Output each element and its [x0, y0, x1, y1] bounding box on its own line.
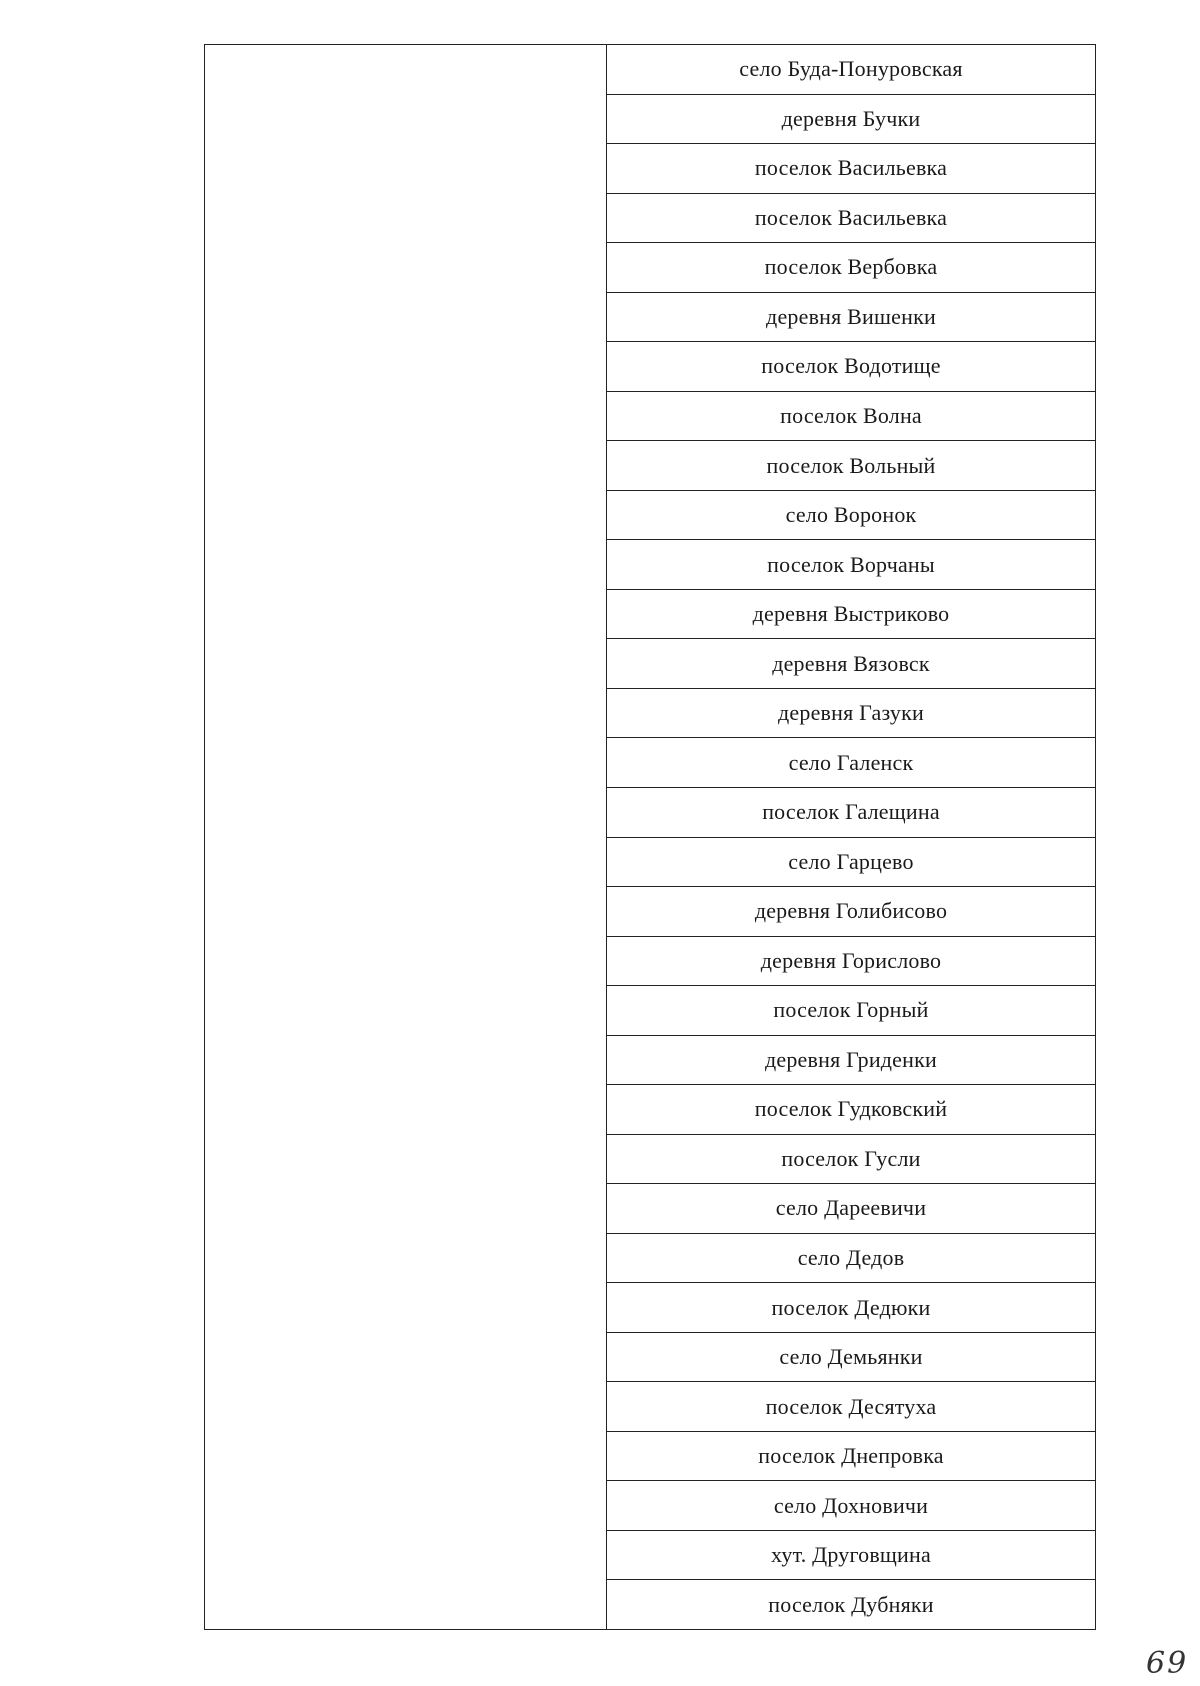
table-row: деревня Гриденки: [607, 1036, 1095, 1086]
table-row: поселок Васильевка: [607, 194, 1095, 244]
settlement-column: [607, 45, 1095, 1629]
table-row: поселок Волна: [607, 392, 1095, 442]
table-row: хут. Друговщина: [607, 1531, 1095, 1581]
table-row: поселок Дубняки: [768, 1591, 934, 1617]
table-row: поселок Днепровка: [607, 1432, 1095, 1482]
table-row: село Дохновичи: [607, 1481, 1095, 1531]
table-row: поселок Вербовка: [607, 243, 1095, 293]
table-row: деревня Горислово: [607, 937, 1095, 987]
table-row: село Галенск: [607, 738, 1095, 788]
table-row: деревня Голибисово: [607, 887, 1095, 937]
table-row: деревня Бучки: [607, 95, 1095, 145]
table-row: поселок Ворчаны: [607, 540, 1095, 590]
settlements-table: [204, 44, 1096, 1630]
table-row: поселок Гудковский: [607, 1085, 1095, 1135]
table-row: село Буда-Понуровская: [607, 45, 1095, 95]
table-row: село Дареевичи: [607, 1184, 1095, 1234]
table-row: поселок Дедюки: [607, 1283, 1095, 1333]
table-row: село Дедов: [607, 1234, 1095, 1284]
empty-left-column: [205, 45, 607, 1629]
page-number: 69: [1146, 1646, 1189, 1681]
table-row: поселок Горный: [607, 986, 1095, 1036]
table-row: деревня Газуки: [607, 689, 1095, 739]
table-row: деревня Выстриково: [607, 590, 1095, 640]
table-row: поселок Десятуха: [607, 1382, 1095, 1432]
table-row: село Демьянки: [607, 1333, 1095, 1383]
table-row: поселок Васильевка: [607, 144, 1095, 194]
table-row: село Воронок: [607, 491, 1095, 541]
table-row: поселок Галещина: [607, 788, 1095, 838]
table-row: поселок Вольный: [607, 441, 1095, 491]
table-row: поселок Гусли: [607, 1135, 1095, 1185]
table-row: деревня Вязовск: [607, 639, 1095, 689]
table-row: деревня Вишенки: [607, 293, 1095, 343]
table-row: село Гарцево: [607, 838, 1095, 888]
table-row: поселок Водотище: [607, 342, 1095, 392]
